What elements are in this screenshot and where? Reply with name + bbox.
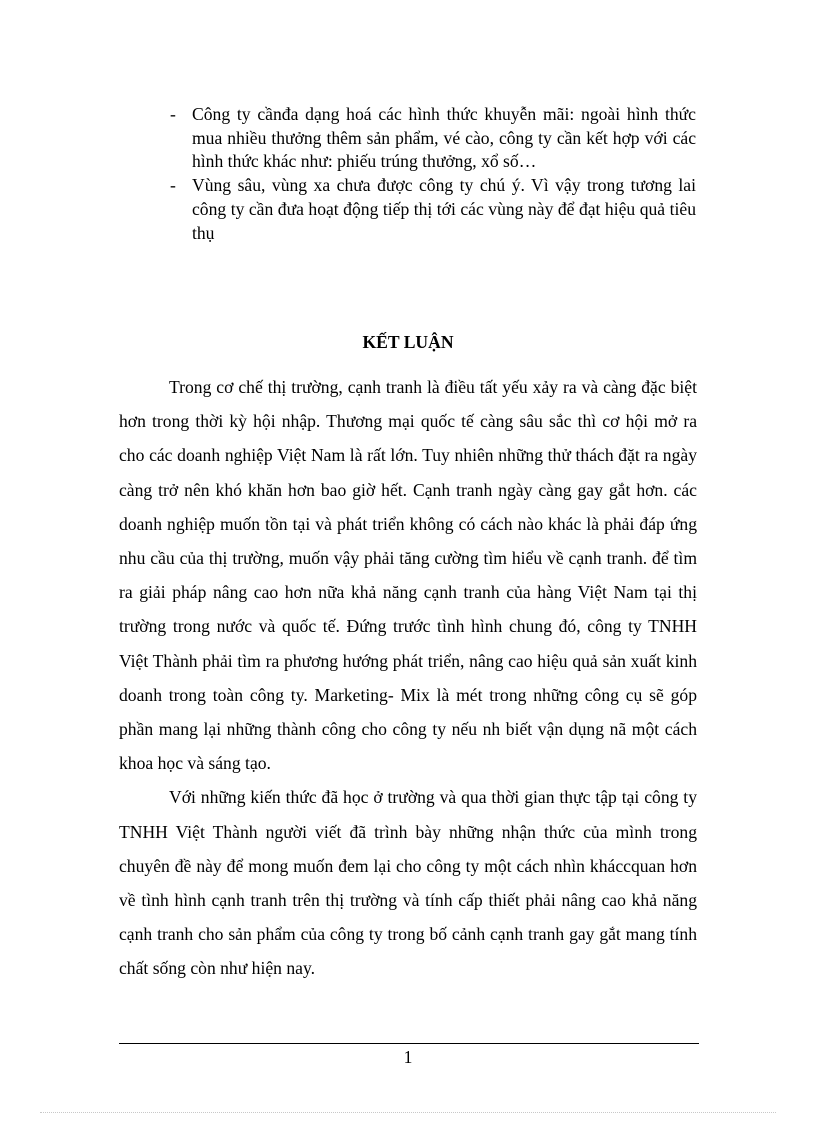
conclusion-paragraph-1: Trong cơ chế thị trường, cạnh tranh là điều tất yếu xảy ra và càng đặc biệt hơn trong thời kỳ hội nhập. Thương mại quốc tế càng sâu sắc thì cơ hội mở ra cho các doanh nghiệp Việt Nam là rất lớn. Tuy nhiên những thử thách đặt ra ngày càng trở nên khó khăn hơn bao giờ hết. Cạnh tranh ngày càng gay gắt hơn. các doanh nghiệp muốn tồn tại và phát triển không có cách nào khác là phải đáp ứng nhu cầu của thị trường, muốn vậy phải tăng cường tìm hiểu về cạnh tranh. để tìm ra giải pháp nâng cao hơn nữa khả năng cạnh tranh của hàng Việt Nam tại thị trường trong nước và quốc tế. Đứng trước tình hình chung đó, công ty TNHH Việt Thành phải tìm ra phương hướng phát triển, nâng cao hiệu quả sản xuất kinh doanh trong toàn công ty. Marketing- Mix là mét trong những công cụ sẽ góp phần mang lại những thành công cho công ty nếu nh biết vận dụng nã một cách khoa học và sáng tạo. [119, 377, 697, 774]
bullet-dash-marker: - [170, 104, 176, 124]
bullet-item-remote-areas [170, 174, 696, 245]
conclusion-heading: KẾT LUẬN [362, 332, 454, 352]
bullet-text: Công ty cầnđa dạng hoá các hình thức khuyễn mãi: ngoài hình thức mua nhiều thưởng thêm sản phẩm, vé cào, công ty cần kết hợp với các hình thức khác như: phiếu trúng thưởng, xổ số… [192, 104, 696, 172]
bullet-dash-marker: - [170, 175, 176, 196]
page-number: 1 [403, 1047, 413, 1067]
page-bottom-edge [40, 1112, 776, 1113]
footer-divider [119, 1043, 699, 1044]
recommendation-bullet-list [170, 103, 696, 245]
conclusion-body [119, 370, 697, 986]
bullet-item-promotions [170, 103, 696, 174]
conclusion-paragraph-2: Với những kiến thức đã học ở trường và qua thời gian thực tập tại công ty TNHH Việt Thành người viết đã trình bày những nhận thức của mình trong chuyên đề này để mong muốn đem lại cho công ty một cách nhìn kháccquan hơn về tình hình cạnh tranh trên thị trường và tính cấp thiết phải nâng cao khả năng cạnh tranh cho sản phẩm của công ty trong bố cảnh cạnh tranh gay gắt mang tính chất sống còn như hiện nay. [119, 787, 697, 979]
bullet-text: Vùng sâu, vùng xa chưa được công ty chú ý. Vì vậy trong tương lai công ty cần đưa hoạt động tiếp thị tới các vùng này để đạt hiệu quả tiêu thụ [192, 175, 696, 243]
